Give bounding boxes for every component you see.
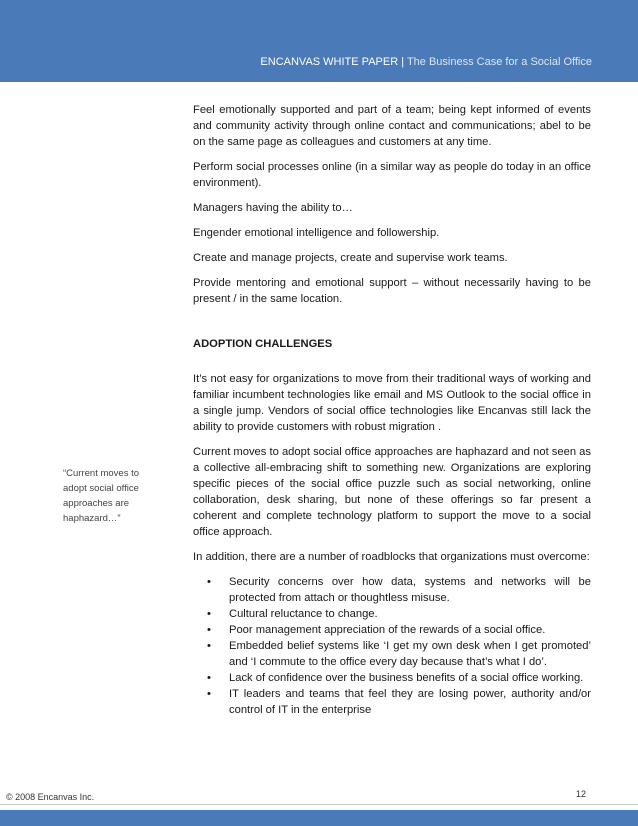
list-item-text: Lack of confidence over the business benefits of a social office working. (229, 672, 584, 684)
bullet-icon: • (207, 688, 211, 700)
footer-band (0, 810, 638, 826)
header-title-main: ENCANVAS WHITE PAPER (260, 56, 399, 68)
paragraph: Feel emotionally supported and part of a team; being kept informed of events and community activity through online contact and communications; abel to be on the same page as colleagues and customers at any time. (193, 104, 591, 148)
list-item (207, 622, 591, 638)
list-item (207, 670, 591, 686)
bullet-icon: • (207, 608, 211, 620)
header-subtitle: The Business Case for a Social Office (406, 56, 592, 68)
paragraph: It’s not easy for organizations to move from their traditional ways of working and familiar incumbent technologies like email and MS Outlook to the social office in a single jump. Vendors of social office technologies like Encanvas still lack the ability to provide customers with robust migration . (193, 373, 591, 433)
paragraph: In addition, there are a number of roadblocks that organizations must overcome: (193, 551, 590, 563)
pull-quote: “Current moves to adopt social office approaches are haphazard…” (63, 468, 140, 524)
paragraph: Create and manage projects, create and supervise work teams. (193, 252, 508, 264)
paragraph: Provide mentoring and emotional support – without necessarily having to be present / in the same location. (193, 277, 591, 305)
paragraph: Managers having the ability to… (193, 202, 353, 214)
header-title (260, 56, 592, 68)
paragraph: Current moves to adopt social office approaches are haphazard and not seen as a collective all-embracing shift to something new. Organizations are exploring specific pieces of the social office puzzle such as social networking, online collaboration, desk sharing, but none of these offerings so far present a coherent and complete technology platform to support the move to a social office approach. (193, 446, 591, 538)
list-item-text: Security concerns over how data, systems and networks will be protected from attach or thoughtless misuse. (229, 576, 591, 604)
list-item-text: Poor management appreciation of the rewards of a social office. (229, 624, 546, 636)
paragraph: Perform social processes online (in a similar way as people do today in an office environment). (193, 161, 591, 189)
footer-divider (0, 804, 638, 805)
footer-copyright: © 2008 Encanvas Inc. (6, 792, 95, 802)
header-separator: | (398, 56, 407, 68)
list-item (207, 638, 591, 670)
section-heading: ADOPTION CHALLENGES (193, 338, 333, 350)
roadblock-list (193, 574, 591, 718)
paragraph: Engender emotional intelligence and followership. (193, 227, 440, 239)
list-item-text: IT leaders and teams that feel they are losing power, authority and/or control of IT in the enterprise (229, 688, 591, 716)
list-item (207, 686, 591, 718)
page-number: 12 (576, 789, 587, 799)
bullet-icon: • (207, 640, 211, 652)
list-item-text: Embedded belief systems like ‘I get my own desk when I get promoted’ and ‘I commute to the office every day because that’s what I do’. (229, 640, 591, 668)
bullet-icon: • (207, 624, 211, 636)
list-item (207, 574, 591, 606)
bullet-icon: • (207, 672, 211, 684)
bullet-icon: • (207, 576, 211, 588)
header-band (0, 0, 638, 82)
list-item (207, 606, 591, 622)
main-content (193, 102, 591, 718)
list-item-text: Cultural reluctance to change. (229, 608, 378, 620)
